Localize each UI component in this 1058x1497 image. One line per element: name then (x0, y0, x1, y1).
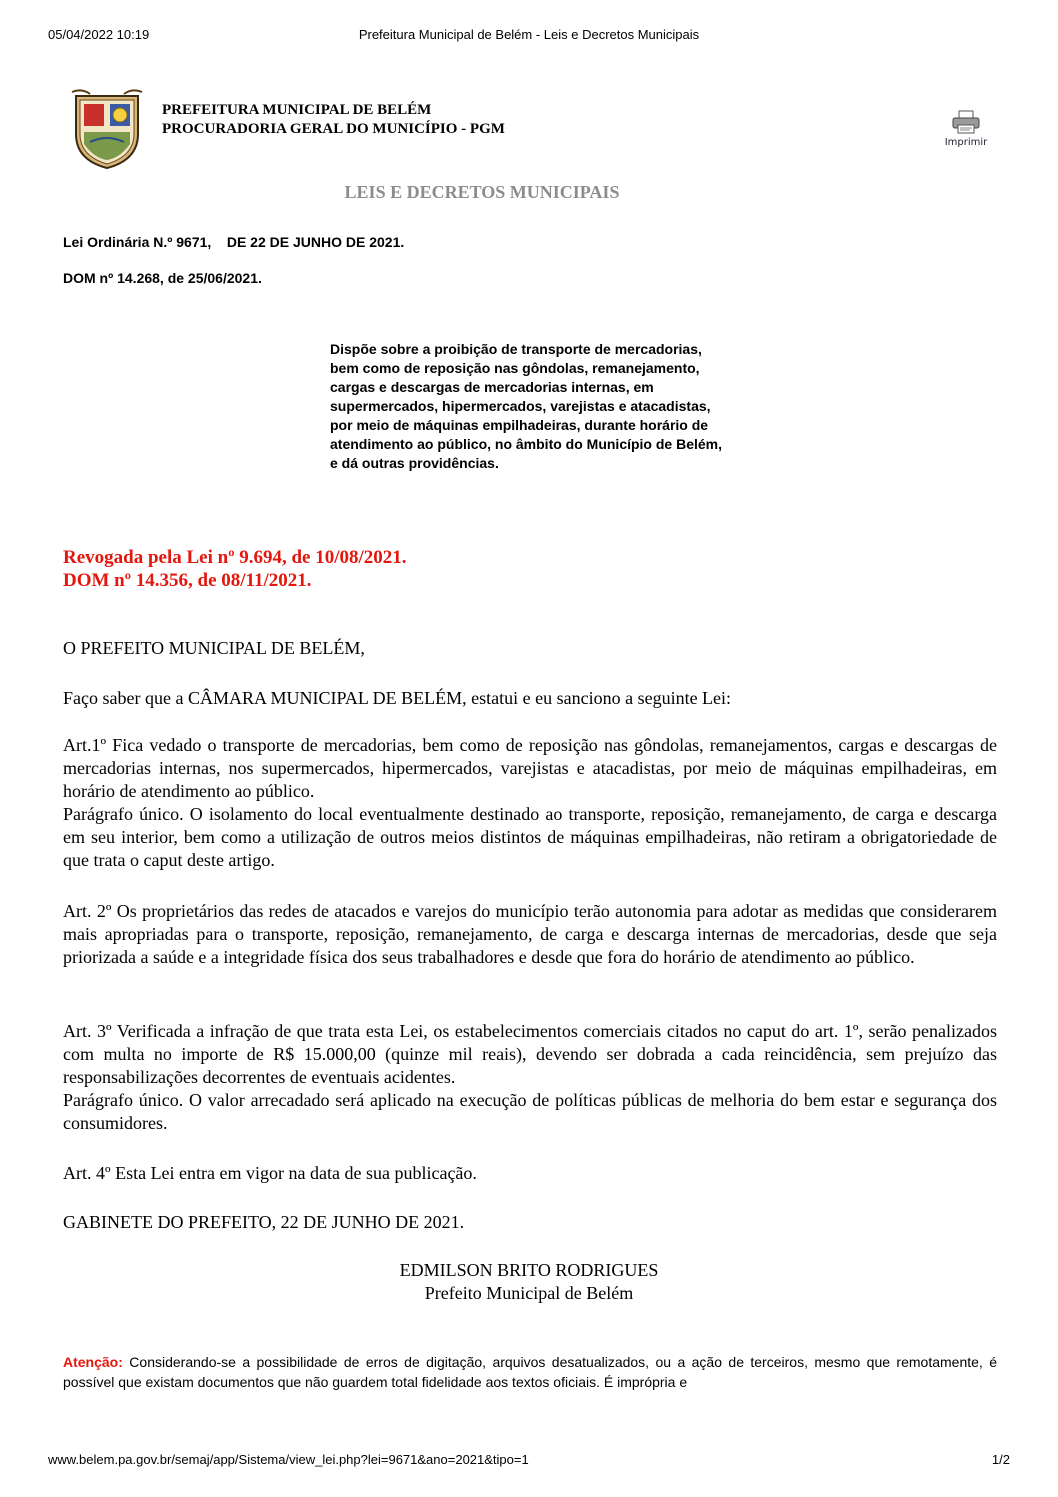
article-1-caput: Art.1º Fica vedado o transporte de mercadorias, bem como de reposição nas gôndolas, remanejamentos, cargas e descargas de mercadorias internas, nos supermercados, hipermercados, varejistas e atacadistas, por meio de máquinas empilhadeiras, em horário de atendimento ao público. (63, 735, 997, 801)
print-datetime: 05/04/2022 10:19 (48, 27, 150, 42)
closing: GABINETE DO PREFEITO, 22 DE JUNHO DE 2021. (63, 1212, 465, 1232)
article-1-paragraph: Parágrafo único. O isolamento do local eventualmente destinado ao transporte, reposição, remanejamento, de carga e descarga em seu interior, bem como a utilização de outros meios distintos de máquinas empilhadeiras, não retiram a obrigatoriedade de que trata o caput deste artigo. (63, 804, 997, 870)
print-url: www.belem.pa.gov.br/semaj/app/Sistema/view_lei.php?lei=9671&ano=2021&tipo=1 (48, 1452, 529, 1467)
signature-block (0, 1259, 1058, 1305)
article-3-caput: Art. 3º Verificada a infração de que trata esta Lei, os estabelecimentos comerciais citados no caput do art. 1º, serão penalizados com multa no importe de R$ 15.000,00 (quinze mil reais), devendo ser dobrada a cada reincidência, sem prejuízo das responsabilizações decorrentes de eventuais acidentes. (63, 1021, 997, 1087)
law-dom: DOM nº 14.268, de 25/06/2021. (63, 270, 262, 286)
law-ementa: Dispõe sobre a proibição de transporte de mercadorias, bem como de reposição nas gôndolas, remanejamento, cargas e descargas de mercadorias internas, em supermercados, hipermercados, varejistas e atacadistas, por meio de máquinas empilhadeiras, durante horário de atendimento ao público, no âmbito do Município de Belém, e dá outras providências. (330, 341, 723, 471)
article-1 (63, 734, 997, 872)
notice-text: Considerando-se a possibilidade de erros de digitação, arquivos desatualizados, ou a ação de terceiros, mesmo que remotamente, é possível que existam documentos que não guardem total fidelidade aos textos oficiais. É imprópria e (63, 1354, 997, 1390)
org-header (162, 101, 505, 139)
print-button[interactable] (936, 110, 996, 148)
signature-name: EDMILSON BRITO RODRIGUES (399, 1260, 659, 1280)
revocation-law: Revogada pela Lei nº 9.694, de 10/08/2021. (63, 547, 407, 568)
printer-icon (950, 110, 982, 134)
notice-label: Atenção: (63, 1354, 123, 1370)
article-3 (63, 1020, 997, 1135)
proclamation: Faço saber que a CÂMARA MUNICIPAL DE BELÉM, estatui e eu sanciono a seguinte Lei: (63, 688, 732, 708)
article-4: Art. 4º Esta Lei entra em vigor na data de sua publicação. (63, 1163, 477, 1183)
print-page-number: 1/2 (991, 1452, 1010, 1467)
org-department: PROCURADORIA GERAL DO MUNICÍPIO - PGM (162, 121, 505, 137)
disclaimer-notice (63, 1352, 997, 1392)
signature-role: Prefeito Municipal de Belém (424, 1283, 634, 1303)
org-name: PREFEITURA MUNICIPAL DE BELÉM (162, 102, 432, 118)
law-number: Lei Ordinária N.º 9671, DE 22 DE JUNHO DE 2021. (63, 234, 405, 250)
opening: O PREFEITO MUNICIPAL DE BELÉM, (63, 638, 365, 658)
print-page-title: Prefeitura Municipal de Belém - Leis e Decretos Municipais (358, 27, 700, 42)
revocation-dom: DOM nº 14.356, de 08/11/2021. (63, 570, 312, 591)
section-title: LEIS E DECRETOS MUNICIPAIS (344, 182, 620, 202)
article-3-paragraph: Parágrafo único. O valor arrecadado será aplicado na execução de políticas públicas de melhoria do bem estar e segurança dos consumidores. (63, 1090, 997, 1133)
article-2: Art. 2º Os proprietários das redes de atacados e varejos do município terão autonomia para adotar as medidas que considerarem mais apropriadas para o transporte, reposição, remanejamento, de carga e descarga internas de mercadorias, desde que seja priorizada a saúde e a integridade física dos seus trabalhadores e desde que fora do horário de atendimento ao público. (63, 901, 997, 967)
print-label: Imprimir (944, 137, 988, 148)
coat-of-arms-logo (70, 88, 144, 175)
revocation-notice (63, 546, 407, 592)
